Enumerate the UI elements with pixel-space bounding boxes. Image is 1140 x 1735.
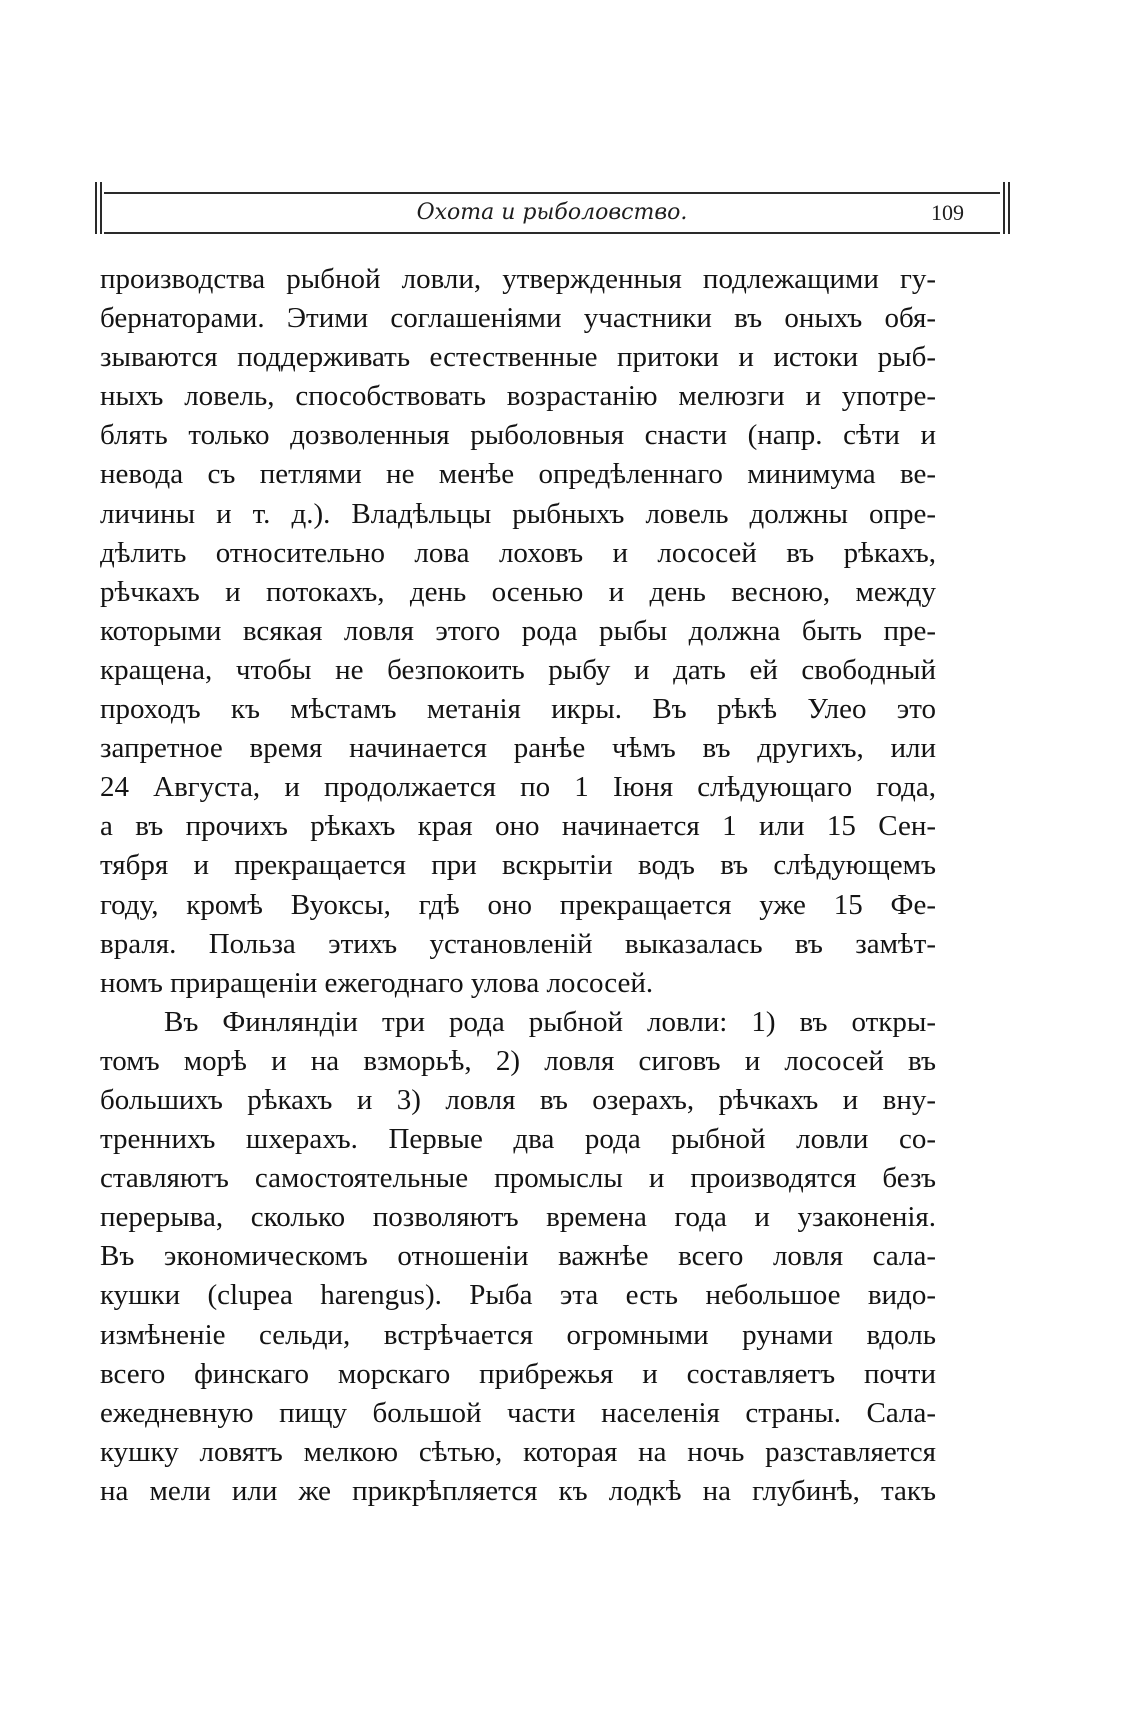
page-number: 109: [931, 200, 964, 225]
text-line: которыми всякая ловля этого рода рыбы должна быть пре-: [100, 614, 936, 647]
text-line: перерыва, сколько позволяютъ времена года и узаконенія.: [100, 1201, 936, 1234]
text-line: блять только дозволенныя рыболовныя снасти (напр. сѣти и: [100, 419, 936, 452]
text-line: бернаторами. Этими соглашеніями участники въ оныхъ обя-: [100, 302, 936, 335]
text-line: томъ морѣ и на взморьѣ, 2) ловля сиговъ и лососей въ: [100, 1044, 936, 1077]
text-line: производства рыбной ловли, утвержденныя подлежащими гу-: [100, 263, 936, 295]
text-line: зываются поддерживать естественные притоки и истоки рыб-: [100, 341, 936, 374]
text-line: на мели или же прикрѣпляется къ лодкѣ на глубинѣ, такъ: [100, 1474, 936, 1507]
text-line: а въ прочихъ рѣкахъ края оно начинается 1 или 15 Сен-: [100, 810, 936, 843]
body-text: [100, 260, 936, 1511]
running-header: [92, 180, 1012, 236]
text-line: проходъ къ мѣстамъ метанія икры. Въ рѣкѣ Улео это: [100, 693, 936, 726]
text-line: Въ экономическомъ отношеніи важнѣе всего ловля сала-: [100, 1240, 936, 1273]
text-line: 24 Августа, и продолжается по 1 Іюня слѣдующаго года,: [100, 771, 936, 804]
paragraph-last-line: номъ приращеніи ежегоднаго улова лососей.: [100, 966, 654, 999]
text-line: невода съ петлями не менѣе опредѣленнаго минимума ве-: [100, 458, 936, 491]
text-line: треннихъ шхерахъ. Первые два рода рыбной ловли со-: [100, 1123, 936, 1156]
text-line: ставляютъ самостоятельные промыслы и производятся безъ: [100, 1162, 936, 1195]
text-line: враля. Польза этихъ установленій выказалась въ замѣт-: [100, 927, 936, 960]
text-line: личины и т. д.). Владѣльцы рыбныхъ ловель должны опре-: [100, 497, 936, 530]
text-line: всего финскаго морскаго прибрежья и составляетъ почти: [100, 1357, 936, 1390]
text-line: большихъ рѣкахъ и 3) ловля въ озерахъ, рѣчкахъ и вну-: [100, 1083, 936, 1116]
running-title: Охота и рыболовство.: [416, 200, 688, 225]
paragraph-first-line: Въ Финляндіи три рода рыбной ловли: 1) въ откры-: [164, 1005, 936, 1038]
text-line: запретное время начинается ранѣе чѣмъ въ другихъ, или: [100, 732, 936, 765]
header-rule-top: [104, 192, 1000, 194]
text-line: году, кромѣ Вуоксы, гдѣ оно прекращается уже 15 Фе-: [100, 888, 936, 921]
text-line: измѣненіе сельди, встрѣчается огромными рунами вдоль: [100, 1318, 936, 1351]
text-line: кращена, чтобы не безпокоить рыбу и дать ей свободный: [100, 653, 936, 686]
text-line: ныхъ ловель, способствовать возрастанію мелюзги и употре-: [100, 380, 936, 413]
text-line: кушку ловятъ мелкою сѣтью, которая на ночь разставляется: [100, 1435, 936, 1468]
header-ornament-right: [1000, 180, 1012, 236]
text-line: кушки (clupea harengus). Рыба эта есть небольшое видо-: [100, 1279, 936, 1312]
text-line: ежедневную пищу большой части населенія страны. Сала-: [100, 1396, 936, 1429]
header-rule-bottom: [104, 232, 1000, 234]
text-line: тября и прекращается при вскрытіи водъ въ слѣдующемъ: [100, 849, 936, 882]
text-line: рѣчкахъ и потокахъ, день осенью и день весною, между: [100, 575, 936, 608]
text-line: дѣлить относительно лова лоховъ и лососей въ рѣкахъ,: [100, 536, 936, 569]
